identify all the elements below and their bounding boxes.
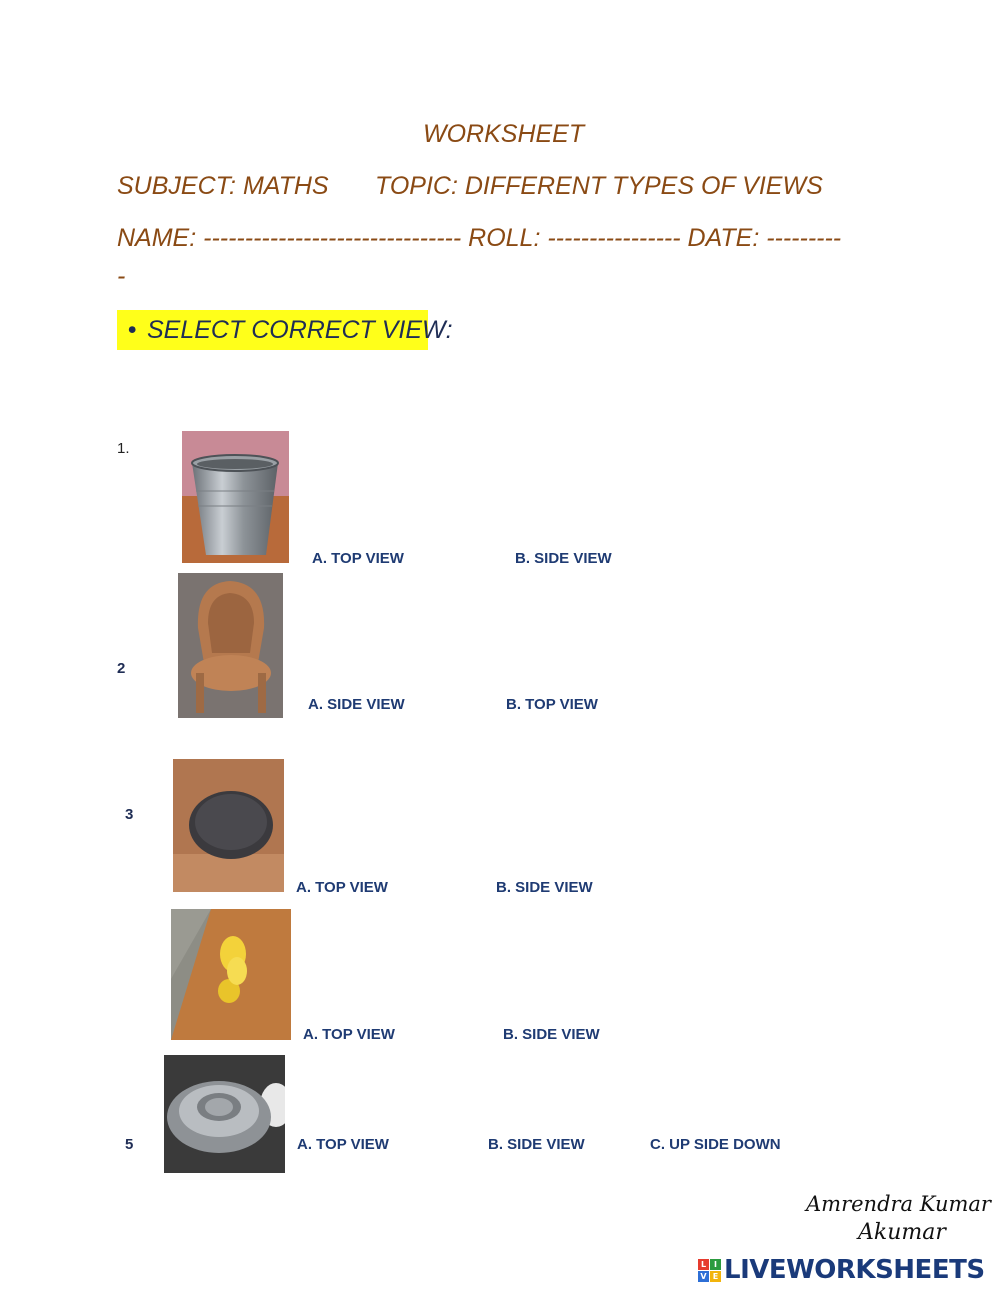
liveworksheets-logo: [698, 1254, 985, 1286]
subject-label: SUBJECT: MATHS: [117, 172, 329, 200]
steel-tumbler-photo: [182, 431, 289, 563]
q1-option-b[interactable]: B. SIDE VIEW: [515, 550, 612, 567]
q5-option-a[interactable]: A. TOP VIEW: [297, 1136, 389, 1153]
q4-option-b[interactable]: B. SIDE VIEW: [503, 1026, 600, 1043]
plastic-chair-photo: [178, 573, 283, 718]
q3-option-a[interactable]: A. TOP VIEW: [296, 879, 388, 896]
bullet-icon: •: [127, 316, 137, 344]
liveworksheets-wordmark: LIVEWORKSHEETS: [724, 1255, 985, 1285]
logo-letter-l: L: [698, 1259, 709, 1270]
q2-option-a[interactable]: A. SIDE VIEW: [308, 696, 405, 713]
logo-letter-i: I: [710, 1259, 721, 1270]
live-logo-grid: [698, 1259, 721, 1282]
question-number-1: 1.: [117, 440, 130, 457]
q3-option-b[interactable]: B. SIDE VIEW: [496, 879, 593, 896]
author-signature-initials: Akumar: [858, 1220, 946, 1245]
q4-option-a[interactable]: A. TOP VIEW: [303, 1026, 395, 1043]
q1-option-a[interactable]: A. TOP VIEW: [312, 550, 404, 567]
topic-label: TOPIC: DIFFERENT TYPES OF VIEWS: [375, 172, 823, 200]
author-signature-name: Amrendra Kumar: [806, 1192, 991, 1216]
question-number-3: 3: [125, 806, 134, 823]
q5-option-b[interactable]: B. SIDE VIEW: [488, 1136, 585, 1153]
round-lid-top-photo: [173, 759, 284, 892]
student-fields-wrap: -: [117, 262, 126, 290]
question-number-5: 5: [125, 1136, 134, 1153]
instruction-banner: [117, 310, 453, 350]
worksheet-title: WORKSHEET: [423, 120, 585, 148]
logo-letter-v: V: [698, 1271, 709, 1282]
logo-letter-e: E: [710, 1271, 721, 1282]
student-fields-line: NAME: ------------------------------- ROLL: ---------------- DATE: ---------: [117, 224, 842, 252]
q2-option-b[interactable]: B. TOP VIEW: [506, 696, 598, 713]
q5-option-c[interactable]: C. UP SIDE DOWN: [650, 1136, 781, 1153]
instruction-text: SELECT CORRECT VIEW:: [147, 316, 453, 344]
yellow-object-on-table-photo: [171, 909, 291, 1040]
steel-bowl-photo: [164, 1055, 285, 1173]
question-number-2: 2: [117, 660, 126, 677]
